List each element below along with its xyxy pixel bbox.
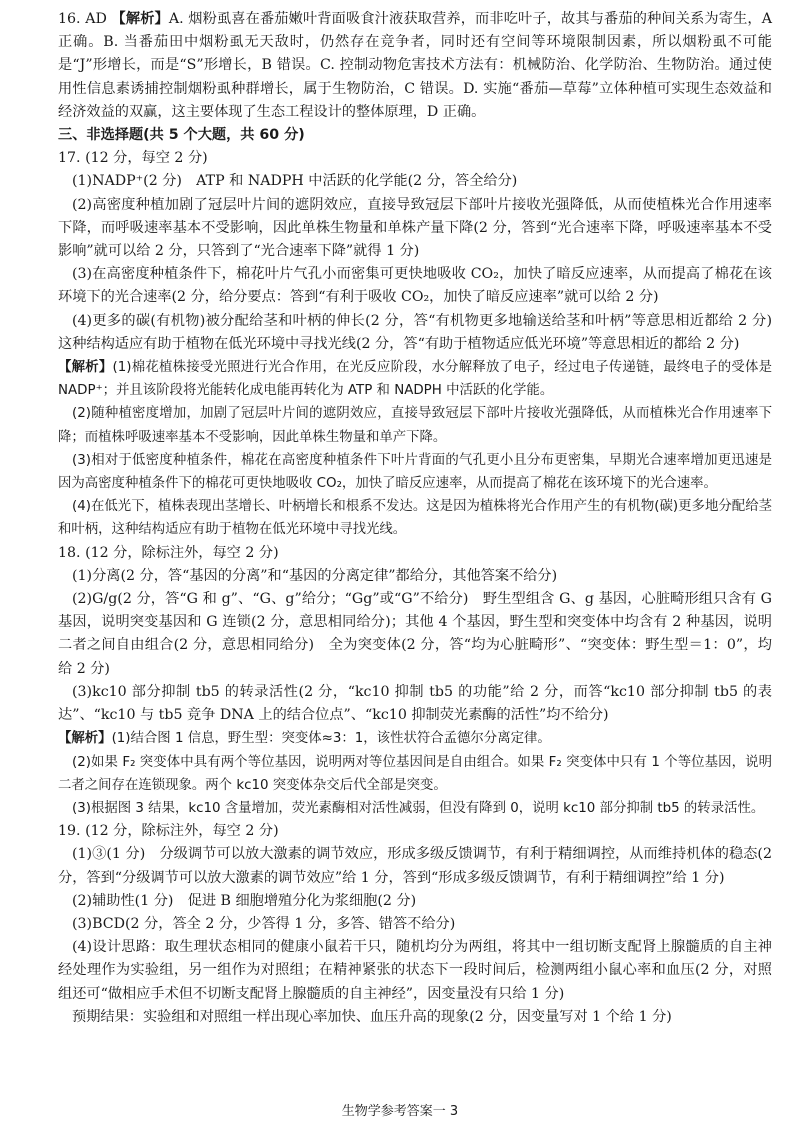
q17-explanation-3: (3)相对于低密度种植条件，棉花在高密度种植条件下叶片背面的气孔更小且分布更密集，早期光合速率增加更迅速是因为高密度种植条件下的棉花可更快地吸收 CO₂，加快了暗反应速率，从而提高了棉花在该环境下的光合速率。 xyxy=(58,452,772,492)
q18-explanation-2: (2)如果 F₂ 突变体中具有两个等位基因，说明两对等位基因间是自由组合。如果 F₂ 突变体中只有 1 个等位基因，说明二者之间存在连锁现象。两个 kc10 突变体杂交后代全部是突变。 xyxy=(58,754,772,793)
q17-answer-1: (1)NADP⁺(2 分) ATP 和 NADPH 中活跃的化学能(2 分，答全给分) xyxy=(72,173,518,190)
q17-answer-4: (4)更多的碳(有机物)被分配给茎和叶柄的伸长(2 分，答“有机物更多地输送给茎和叶柄”等意思相近都给 2 分) 这种结构适应有助于植物在低光环境中寻找光线(2 分，答“有助于植物适应低光环境”等意思相近的都给 2 分) xyxy=(58,312,787,352)
analysis-tag: 【解析】 xyxy=(111,11,169,27)
q18-answer-3: (3)kc10 部分抑制 tb5 的转录活性(2 分，“kc10 抑制 tb5 的功能”给 2 分，而答“kc10 部分抑制 tb5 的表达”、“kc10 与 tb5 竞争 DNA 上的结合位点”、“kc10 抑制荧光素酶的活性”均不给分) xyxy=(58,683,772,724)
q17-explanation-1 xyxy=(58,356,772,402)
analysis-tag: 【解析】 xyxy=(58,360,113,376)
q17-header: 17. (12 分，每空 2 分) xyxy=(58,150,208,167)
q18-explanation-1 xyxy=(58,727,772,750)
q17-explanation-2: (2)随种植密度增加，加剧了冠层叶片间的遮阴效应，直接导致冠层下部叶片接收光强降低，从而植株光合作用速率下降；而植株呼吸速率基本不受影响，因此单株生物量和单产下降。 xyxy=(58,406,772,445)
q18-answer-1: (1)分离(2 分，答“基因的分离”和“基因的分离定律”都给分，其他答案不给分) xyxy=(72,567,558,584)
q18-answer-2: (2)G/g(2 分，答“G 和 g”、“G、g”给分；“Gg”或“G”不给分) 野生型组含 G、g 基因，心脏畸形组只含有 G 基因，说明突变基因和 G 连锁(2 分，意思相同给分)；其他 4 个基因，野生型和突变体中均含有 2 种基因，说明二者之间自由组合(2 分，意思相同给分) 全为突变体(2 分，答“均为心脏畸形”、“突变体：野生型＝1：0”，均给 2 分) xyxy=(58,591,772,677)
q17-explanation-text: (1)棉花植株接受光照进行光合作用，在光反应阶段，水分解释放了电子，经过电子传递链，最终电子的受体是 NADP⁺；并且该阶段将光能转化成电能再转化为 ATP 和 NADPH 中活跃的化学能。 xyxy=(58,360,772,399)
q19-answer-4: (4)设计思路：取生理状态相同的健康小鼠若干只，随机均分为两组，将其中一组切断支配肾上腺髓质的自主神经处理作为实验组，另一组作为对照组；在精神紧张的状态下一段时间后，检测两组小鼠心率和血压(2 分，对照组还可“做相应手术但不切断支配肾上腺髓质的自主神经”，因变量没有只给 1 分) xyxy=(58,939,772,1002)
analysis-tag: 【解析】 xyxy=(58,731,112,747)
q18-explanation-3: (3)根据图 3 结果，kc10 含量增加，荧光素酶相对活性减弱，但没有降到 0，说明 kc10 部分抑制 tb5 的转录活性。 xyxy=(72,800,765,816)
q17-answer-3: (3)在高密度种植条件下，棉花叶片气孔小而密集可更快地吸收 CO₂，加快了暗反应速率，从而提高了棉花在该环境下的光合速率(2 分，给分要点：答到“有利于吸收 CO₂，加快了暗反应速率”就可以给 2 分) xyxy=(58,266,772,306)
answer-page xyxy=(58,8,787,1029)
q19-answer-3: (3)BCD(2 分，答全 2 分，少答得 1 分，多答、错答不给分) xyxy=(72,915,456,932)
q16-number: 16. AD xyxy=(58,11,112,27)
q16-answer xyxy=(58,8,772,124)
q19-answer-2: (2)辅助性(1 分) 促进 B 细胞增殖分化为浆细胞(2 分) xyxy=(72,892,417,909)
q19-answer-1: (1)③(1 分) 分级调节可以放大激素的调节效应，形成多级反馈调节，有利于精细调控，从而维持机体的稳态(2 分，答到“分级调节可以放大激素的调节效应”给 1 分，答到“形成多级反馈调节，有利于精细调控”给 1 分) xyxy=(58,846,772,886)
q19-answer-5: 预期结果：实验组和对照组一样出现心率加快、血压升高的现象(2 分，因变量写对 1 个给 1 分) xyxy=(72,1008,672,1025)
section-heading: 三、非选择题(共 5 个大题，共 60 分) xyxy=(58,127,305,144)
q18-explanation-text: (1)结合图 1 信息，野生型：突变体≈3：1，该性状符合孟德尔分离定律。 xyxy=(111,731,551,747)
q17-explanation-4: (4)在低光下，植株表现出茎增长、叶柄增长和根系不发达。这是因为植株将光合作用产生的有机物(碳)更多地分配给茎和叶柄，这种结构适应有助于植物在低光环境中寻找光线。 xyxy=(58,499,772,538)
q18-header: 18. (12 分，除标注外，每空 2 分) xyxy=(58,544,279,561)
q16-text: A. 烟粉虱喜在番茄嫩叶背面吸食汁液获取营养，而非吃叶子，故其与番茄的种间关系为寄生，A 正确。B. 当番茄田中烟粉虱无天敌时，仍然存在竞争者，同时还有空间等环境限制因素，所以烟粉虱不可能是“J”形增长，而是“S”形增长，B 错误。C. 控制动物危害技术方法有：机械防治、化学防治、生物防治。通过使用性信息素诱捕控制烟粉虱种群增长，属于生物防治，C 错误。D. 实施“番茄—草莓”立体种植可实现生态效益和经济效益的双赢，这主要体现了生态工程设计的整体原理，D 正确。 xyxy=(58,11,773,120)
page-footer: 生物学参考答案一 3 xyxy=(341,1104,459,1119)
q17-answer-2: (2)高密度种植加剧了冠层叶片间的遮阴效应，直接导致冠层下部叶片接收光强降低，从而使植株光合作用速率下降，而呼吸速率基本不受影响，因此单株生物量和单株产量下降(2 分，答到“光合速率下降，呼吸速率基本不受影响”就可以给 2 分，只答到了“光合速率下降”就得 1 分) xyxy=(58,196,772,260)
q19-header: 19. (12 分，除标注外，每空 2 分) xyxy=(58,823,279,840)
